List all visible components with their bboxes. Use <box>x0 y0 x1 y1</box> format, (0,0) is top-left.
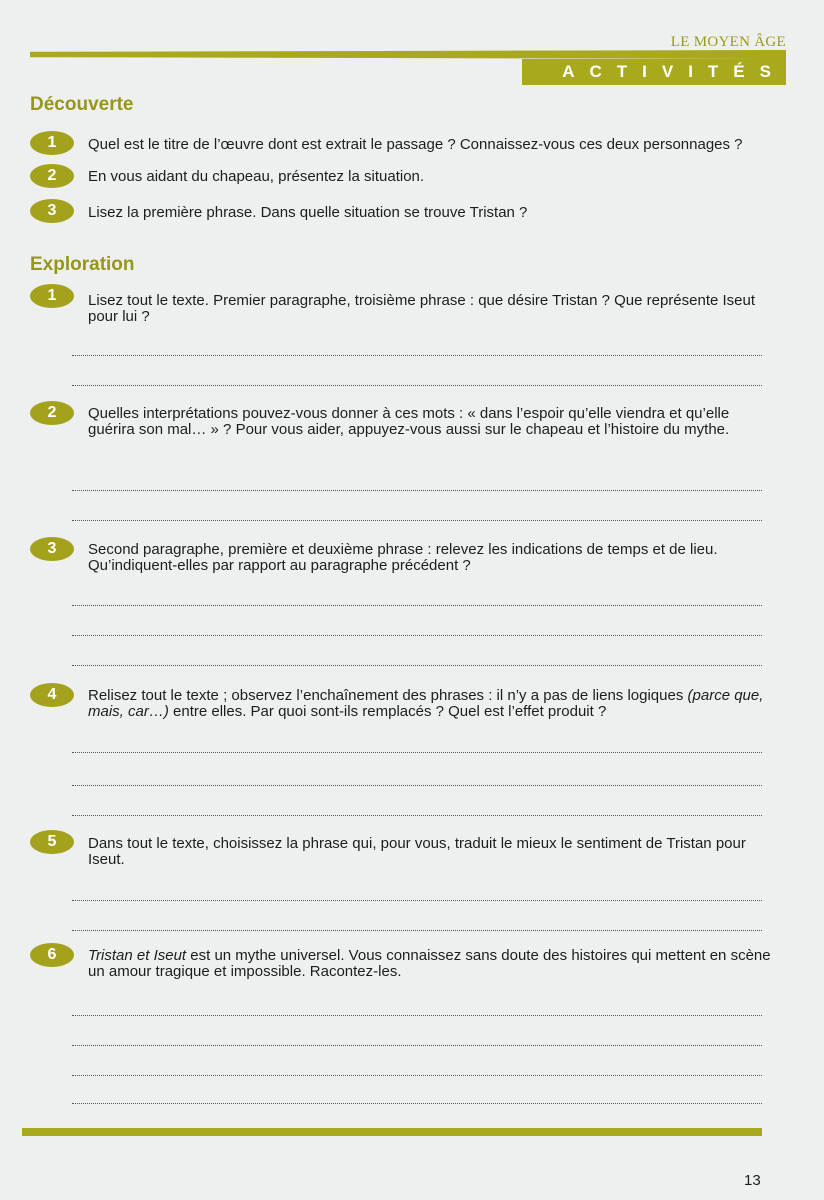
footer-rule <box>22 1128 762 1136</box>
page-number: 13 <box>744 1172 761 1189</box>
answer-line[interactable] <box>72 665 762 666</box>
question-text: Lisez tout le texte. Premier paragraphe, troisième phrase : que désire Tristan ? Que représente Iseut pour lui ? <box>88 292 756 325</box>
answer-line[interactable] <box>72 355 762 356</box>
answer-line[interactable] <box>72 605 762 606</box>
question-text: Lisez la première phrase. Dans quelle situation se trouve Tristan ? <box>88 204 528 221</box>
question-text: Quel est le titre de l’œuvre dont est extrait le passage ? Connaissez-vous ces deux personnages ? <box>88 136 743 153</box>
answer-line[interactable] <box>72 815 762 816</box>
question-text: Dans tout le texte, choisissez la phrase qui, pour vous, traduit le mieux le sentiment de Tristan pour Iseut. <box>88 835 746 868</box>
answer-line[interactable] <box>72 635 762 636</box>
answer-line[interactable] <box>72 1075 762 1076</box>
answer-line[interactable] <box>72 1045 762 1046</box>
question-number-badge: 2 <box>30 164 74 188</box>
chapter-title: LE MOYEN ÂGE <box>670 34 786 50</box>
header-rule <box>30 50 786 59</box>
answer-line[interactable] <box>72 490 762 491</box>
question-number-badge: 4 <box>30 683 74 707</box>
answer-line[interactable] <box>72 385 762 386</box>
question-number-badge: 3 <box>30 537 74 561</box>
question-number-badge: 3 <box>30 199 74 223</box>
answer-line[interactable] <box>72 752 762 753</box>
answer-line[interactable] <box>72 520 762 521</box>
question-number-badge: 1 <box>30 284 74 308</box>
section-title-decouverte: Découverte <box>30 94 134 115</box>
question-text: Quelles interprétations pouvez-vous donner à ces mots : « dans l’espoir qu’elle viendra et qu’elle guérira son mal… » ? Pour vous aider, appuyez-vous aussi sur le chapeau et l’histoire du mythe. <box>88 405 730 438</box>
question-number-badge: 1 <box>30 131 74 155</box>
question-text: Second paragraphe, première et deuxième phrase : relevez les indications de temps et de lieu. Qu’indiquent-elles par rapport au paragraphe précédent ? <box>88 541 718 574</box>
answer-line[interactable] <box>72 785 762 786</box>
section-title-exploration: Exploration <box>30 254 135 275</box>
activities-banner: ACTIVITÉS <box>522 59 786 85</box>
question-number-badge: 2 <box>30 401 74 425</box>
answer-line[interactable] <box>72 1103 762 1104</box>
question-text: Relisez tout le texte ; observez l’enchaînement des phrases : il n’y a pas de liens logiques (parce que, mais, car…) entre elles. Par quoi sont-ils remplacés ? Quel est l’effet produit ? <box>88 687 764 720</box>
question-text: En vous aidant du chapeau, présentez la situation. <box>88 168 425 185</box>
question-number-badge: 6 <box>30 943 74 967</box>
answer-line[interactable] <box>72 1015 762 1016</box>
answer-line[interactable] <box>72 900 762 901</box>
question-number-badge: 5 <box>30 830 74 854</box>
question-text: Tristan et Iseut est un mythe universel. Vous connaissez sans doute des histoires qui mettent en scène un amour tragique et impossible. Racontez-les. <box>88 947 771 980</box>
answer-line[interactable] <box>72 930 762 931</box>
